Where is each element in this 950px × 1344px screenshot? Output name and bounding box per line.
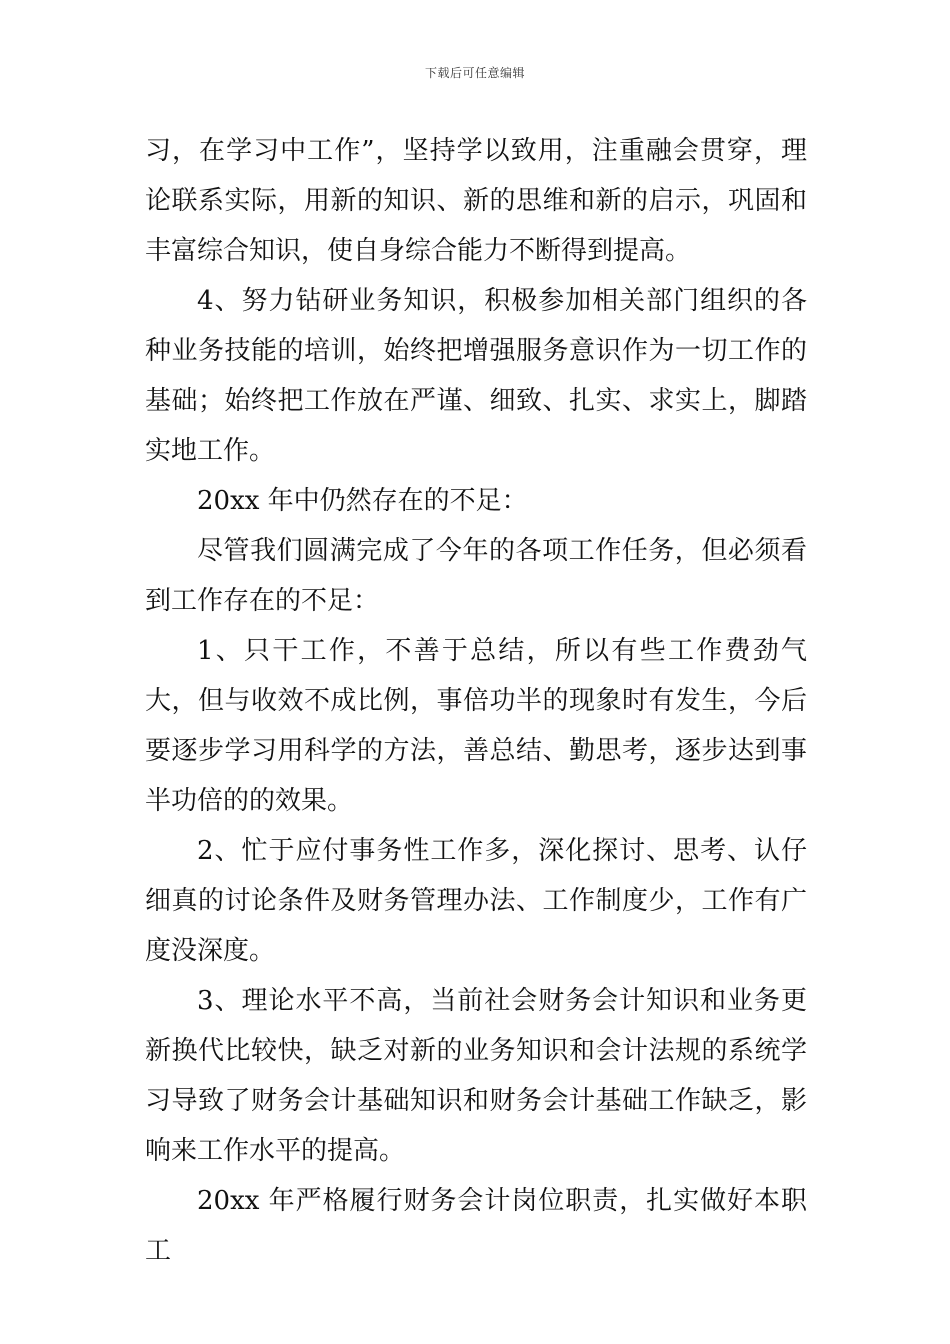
paragraph-shortcomings-heading: 20xx 年中仍然存在的不足： xyxy=(197,486,528,516)
paragraph-shortcoming-2: 2、忙于应付事务性工作多，深化探讨、思考、认仔细真的讨论条件及财务管理办法、工作制度少，工作有广度没深度。 xyxy=(145,836,807,966)
document-body xyxy=(145,126,807,1276)
page-header: 下载后可任意编辑 xyxy=(424,66,525,80)
paragraph-shortcomings-intro: 尽管我们圆满完成了今年的各项工作任务，但必须看到工作存在的不足： xyxy=(145,536,807,616)
paragraph-continuation: 习，在学习中工作”，坚持学以致用，注重融会贯穿，理论联系实际，用新的知识、新的思维和新的启示，巩固和丰富综合知识，使自身综合能力不断得到提高。 xyxy=(145,136,807,266)
paragraph-item-4: 4、努力钻研业务知识，积极参加相关部门组织的各种业务技能的培训，始终把增强服务意识作为一切工作的基础；始终把工作放在严谨、细致、扎实、求实上，脚踏实地工作。 xyxy=(145,286,807,466)
paragraph-shortcoming-1: 1、只干工作，不善于总结，所以有些工作费劲气大，但与收效不成比例，事倍功半的现象时有发生，今后要逐步学习用科学的方法，善总结、勤思考，逐步达到事半功倍的的效果。 xyxy=(145,636,807,816)
paragraph-shortcoming-3: 3、理论水平不高，当前社会财务会计知识和业务更新换代比较快，缺乏对新的业务知识和会计法规的系统学习导致了财务会计基础知识和财务会计基础工作缺乏，影响来工作水平的提高。 xyxy=(145,986,807,1166)
paragraph-closing: 20xx 年严格履行财务会计岗位职责，扎实做好本职工 xyxy=(145,1186,807,1266)
